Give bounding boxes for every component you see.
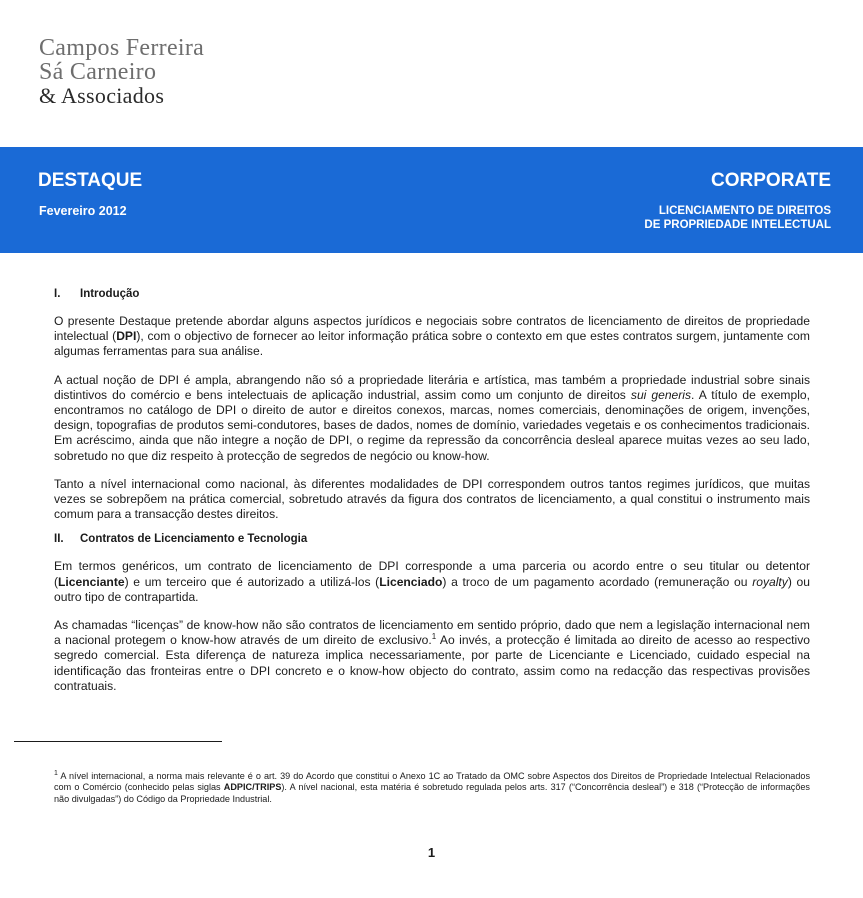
paragraph-intro-2 xyxy=(54,373,810,464)
bold-term: Licenciado xyxy=(379,574,443,589)
practice-area-title: CORPORATE xyxy=(711,170,831,191)
page-number: 1 xyxy=(427,845,436,860)
text-run: As chamadas “licenças” de know-how não são contratos de licenciamento em sentido próprio, dado que nem a legislação internacional nem a nacional protegem o know-how através de um direito de exclusivo. xyxy=(54,618,810,648)
document-body xyxy=(54,288,810,707)
paragraph-contratos-2 xyxy=(54,618,810,694)
footnote-separator xyxy=(14,741,222,742)
text-run: O presente Destaque pretende abordar alguns aspectos jurídicos e negociais sobre contratos de licenciamento de direitos de propriedade intelectual ( xyxy=(54,314,810,344)
text-run: Ao invés, a protecção é limitada ao direito de acesso ao respectivo segredo comercial. Esta diferença de natureza implica necessariamente, por parte de Licenciante e Licenciado, cuidado especial na identificação das fronteiras entre o DPI concreto e o know-how objecto do contrato, assim como na redacção das respectivas provisões contratuais. xyxy=(54,633,810,693)
topic-subtitle-line-2: DE PROPRIEDADE INTELECTUAL xyxy=(644,218,831,231)
text-run: Em termos genéricos, um contrato de licenciamento de DPI corresponde a uma parceria ou acordo entre o seu titular ou detentor ( xyxy=(54,559,810,589)
section-heading-introducao xyxy=(54,288,810,300)
footnote-reference[interactable]: 1 xyxy=(431,632,437,642)
italic-term: royalty xyxy=(752,574,788,589)
bold-term: ADPIC/TRIPS xyxy=(223,782,282,793)
firm-logo xyxy=(39,36,204,108)
bold-term: Licenciante xyxy=(58,574,125,589)
section-number: II. xyxy=(54,533,64,546)
bold-term: DPI xyxy=(116,329,137,344)
text-run: ). A nível nacional, esta matéria é sobretudo regulada pelos arts. 317 (“Concorrência desleal”) e 318 (“Protecção de informações não divulgadas”) do Código da Propriedade Industrial. xyxy=(54,782,810,804)
logo-line-2: Sá Carneiro xyxy=(39,59,157,85)
text-run: A actual noção de DPI é ampla, abrangendo não só a propriedade literária e artística, mas também a propriedade industrial sobre sinais distintivos do comércio e bens intelectuais de aplicação industrial, assim como um conjunto de direitos xyxy=(54,372,810,402)
italic-term: sui generis xyxy=(630,387,692,402)
publication-title: DESTAQUE xyxy=(38,170,143,191)
topic-subtitle xyxy=(644,205,831,232)
header-band xyxy=(0,147,863,253)
text-run: ) a troco de um pagamento acordado (remuneração ou xyxy=(442,574,753,589)
footnote xyxy=(54,771,810,805)
text-run: A nível internacional, a norma mais relevante é o art. 39 do Acordo que constitui o Anexo 1C ao Tratado da OMC sobre Aspectos dos Direitos de Propriedade Intelectual Relacionados com o Comércio (conhecido pelas siglas xyxy=(54,771,810,793)
text-run: . A título de exemplo, encontramos no catálogo de DPI o direito de autor e direitos conexos, marcas, nomes comerciais, denominações de origem, invenções, design, topografias de produtos semi-condutores, bases de dados, nomes de domínio, variedades vegetais e os conhecimentos tradicionais. Em acréscimo, ainda que não integre a noção de DPI, o regime da repressão da concorrência desleal aparece muitas vezes ao seu lado, sobretudo no que diz respeito à protecção de segredos de negócio ou know-how. xyxy=(54,387,810,463)
logo-line-1: Campos Ferreira xyxy=(39,35,205,61)
topic-subtitle-line-1: LICENCIAMENTO DE DIREITOS xyxy=(658,205,831,217)
footnote-number: 1 xyxy=(54,769,58,777)
logo-line-3: & Associados xyxy=(39,83,165,108)
paragraph-contratos-1 xyxy=(54,559,810,605)
section-title: Contratos de Licenciamento e Tecnologia xyxy=(80,533,308,546)
publication-date: Fevereiro 2012 xyxy=(39,204,127,218)
section-heading-contratos xyxy=(54,533,810,545)
section-number: I. xyxy=(54,288,61,300)
text-run: ), com o objectivo de fornecer ao leitor informação prática sobre o contexto em que estes contratos surgem, juntamente com algumas ferramentas para sua análise. xyxy=(54,329,810,359)
paragraph-intro-3: Tanto a nível internacional como nacional, às diferentes modalidades de DPI correspondem outros tantos regimes jurídicos, que muitas vezes se sobrepõem na prática comercial, sobretudo através da figura dos contratos de licenciamento, a qual constitui o instrumento mais comum para a transacção destes direitos. xyxy=(54,476,810,522)
section-title: Introdução xyxy=(80,288,140,300)
text-run: ) e um terceiro que é autorizado a utilizá-los ( xyxy=(124,574,380,589)
text-run: ) ou outro tipo de contrapartida. xyxy=(54,574,810,604)
paragraph-intro-1 xyxy=(54,314,810,360)
